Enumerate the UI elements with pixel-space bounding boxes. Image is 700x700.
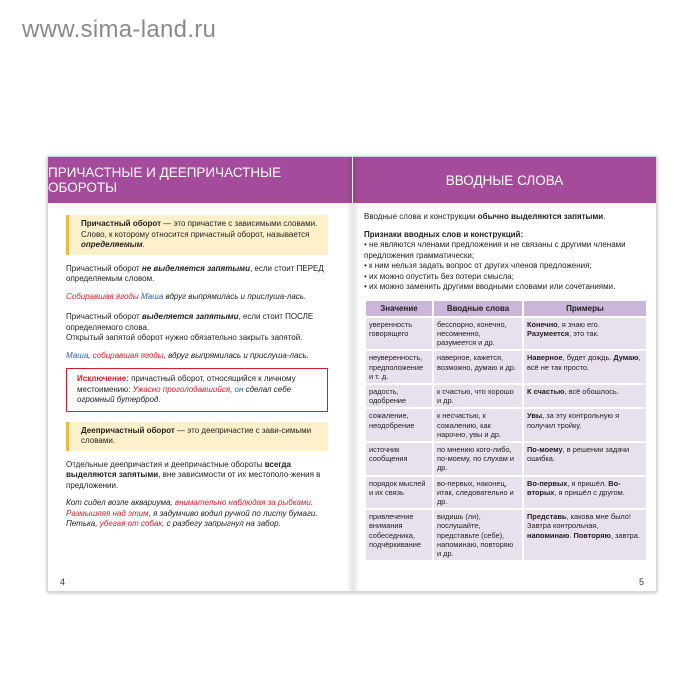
exception-d: он (234, 384, 244, 394)
examples-cell (524, 477, 646, 509)
words-cell: по мнению кого-либо, по-моему, по слухам и др. (434, 443, 522, 475)
page-number-left: 4 (60, 577, 66, 587)
ge3-c: , с разбегу запрыгнул на забор. (162, 519, 281, 528)
example-fragment (527, 320, 600, 329)
rule-after-d: Открытый запятой оборот нужно обязательно закрыть запятой. (66, 333, 303, 342)
meaning-cell: сожаление, неодобрение (366, 409, 432, 441)
ge3-b: убегая от собак (99, 519, 163, 528)
ge1-a: Кот сидел возле аквариума, (66, 498, 175, 507)
col-header-examples: Примеры (524, 301, 646, 316)
example-keyword: Увы (527, 411, 543, 421)
ex2-rest: , вдруг выпрямилась и прислуша-лась. (163, 350, 309, 360)
exception-box (66, 368, 328, 412)
table-header-row (366, 301, 646, 316)
example-keyword: Повторяю (573, 530, 611, 540)
col-header-meaning: Значение (366, 301, 432, 316)
book-spine (346, 157, 360, 591)
gerund-definition (66, 422, 328, 451)
table-row (366, 318, 646, 350)
rule-after-c: , если стоит ПОСЛЕ определяемого слова. (66, 312, 314, 332)
rule-after-a: Причастный оборот (66, 312, 142, 321)
example-fragment (527, 445, 629, 463)
ge1-c: . (310, 498, 314, 507)
example-text: , в решении задачи ошибка. (527, 444, 630, 464)
example-keyword: По-моему (527, 444, 563, 454)
ex1-phrase: Собиравшая ягоды (66, 291, 139, 301)
intro-text (364, 212, 648, 223)
examples-cell (524, 385, 646, 407)
ex1-subject: Маша (140, 291, 164, 301)
example-text: , всё не так просто. (527, 353, 641, 372)
exception-c: , (230, 384, 235, 394)
rule-before-b: не выделяется запятыми (141, 263, 250, 273)
ex2-comma: , (88, 350, 93, 360)
def-text: — это причастие с зависимыми словами. Слово, к которому относится причастный оборот, называется (81, 219, 318, 239)
def2-text: — это деепричастие с зави-симыми словами. (81, 425, 312, 445)
examples-cell (524, 409, 646, 441)
page-number-right: 5 (638, 577, 644, 587)
gerund-rule-b: всегда выделяются запятыми (66, 459, 291, 479)
example-keyword: К счастью (527, 386, 565, 396)
parenthetical-table (364, 299, 648, 563)
right-page (364, 207, 648, 562)
meaning-cell: порядок мыслей и их связь (366, 477, 432, 509)
example-text: , всё обошлось. (564, 386, 619, 396)
intro-c: . (603, 212, 606, 221)
example-fragment (527, 521, 598, 530)
example-fragment (527, 512, 631, 521)
table-row (366, 409, 646, 441)
words-cell: к счастью, что хорошо и др. (434, 385, 522, 407)
def-defined-word: определяемым (81, 240, 143, 249)
exception-a: причастный оборот, относящийся к личному местоимению: (77, 374, 296, 394)
example-keyword: Представь (527, 512, 567, 522)
example-text: , будет дождь. (562, 353, 612, 363)
ge2-c: , я задумчиво водил ручкой по листу бумаги. (148, 508, 318, 518)
def2-term: Деепричастный оборот (81, 425, 175, 435)
gerund-rule-a: Отдельные деепричастия и деепричастные обороты (66, 459, 265, 469)
example-fragment (573, 531, 639, 540)
words-cell: видишь (ли), послушайте, представьте (себе), напоминаю, повторяю и др. (434, 510, 522, 560)
signs-list (364, 240, 648, 293)
example-text: , завтра. (610, 530, 640, 540)
col-header-words: Вводные слова (434, 301, 522, 316)
ex2-phrase: собиравшая ягоды (92, 350, 164, 360)
site-watermark: www.sima-land.ru (22, 16, 217, 43)
example-fragment (527, 531, 571, 540)
table-row (366, 385, 646, 407)
words-cell: к несчастью, к сожалению, как нарочно, увы и др. (434, 409, 522, 441)
participle-definition (66, 215, 328, 255)
right-page-header: ВВОДНЫЕ СЛОВА (353, 157, 656, 203)
gerund-example (66, 498, 328, 509)
meaning-cell: неуверенность, предположение и т. д. (366, 351, 432, 383)
example-fragment (527, 387, 619, 396)
sign-item: • их можно заменить другими вводными словами или сочетаниями. (364, 282, 616, 291)
gerund-example (66, 509, 328, 520)
example-fragment (527, 479, 606, 488)
example-text: , я пришёл с другом. (554, 487, 625, 497)
gerund-example (66, 519, 328, 530)
example-text: , какова мне было! (566, 512, 631, 522)
table-row (366, 351, 646, 383)
example-keyword: напоминаю (527, 530, 570, 540)
meaning-cell: привлечение внимания собеседника, подчёркивание (366, 510, 432, 560)
example-2 (66, 351, 328, 362)
ge2-b: Размышляя над этим (66, 508, 149, 518)
sign-item: • к ним нельзя задать вопрос от других членов предложения; (364, 261, 592, 270)
sign-item: • их можно опустить без потери смысла; (364, 271, 514, 281)
example-fragment (527, 329, 599, 338)
rule-after-b: выделяется запятыми (141, 312, 239, 321)
gerund-rule (66, 460, 328, 492)
sign-item: • не являются членами предложения и не связаны с другими членами предложения грамматически; (364, 240, 626, 260)
examples-cell (524, 510, 646, 560)
rule-before-a: Причастный оборот (66, 263, 142, 273)
gerund-rule-c: , вне зависимости от их местополо-жения в предложении. (66, 470, 321, 490)
rule-before (66, 264, 328, 285)
examples-cell (524, 351, 646, 383)
table-row (366, 477, 646, 509)
example-text: Завтра контрольная, (527, 521, 599, 531)
signs-title: Признаки вводных слов и конструкций: (364, 229, 524, 239)
example-keyword: Разумеется (527, 328, 570, 338)
ge3-a: Петька, (66, 519, 100, 528)
book-spread (47, 156, 657, 592)
rule-after (66, 312, 328, 344)
exception-label: Исключение: (77, 374, 129, 383)
exception-e: сделал себе огромный бутерброд. (77, 384, 292, 404)
example-keyword: Во-первых (527, 478, 568, 488)
example-1 (66, 292, 328, 303)
table-row (366, 510, 646, 560)
ex2-subject: Маша (66, 350, 89, 360)
ge1-b: внимательно наблюдая за рыбками (174, 498, 311, 507)
meaning-cell: уверенность говорящего (366, 318, 432, 350)
rule-before-c: , если стоит ПЕРЕД определяемым словом. (66, 263, 324, 283)
left-page-header: ПРИЧАСТНЫЕ И ДЕЕПРИЧАСТНЫЕ ОБОРОТЫ (48, 157, 352, 203)
gerund-examples (66, 498, 328, 530)
meaning-cell: источник сообщения (366, 443, 432, 475)
intro-a: Вводные слова и конструкции (364, 212, 478, 221)
examples-cell (524, 318, 646, 350)
example-fragment (527, 353, 611, 362)
intro-b: обычно выделяются запятыми (477, 212, 604, 221)
table-row (366, 443, 646, 475)
example-text: , я знаю его. (557, 319, 600, 329)
example-keyword: Наверное (527, 353, 563, 363)
example-keyword: Думаю (613, 353, 639, 363)
exception-b: Ужасно проголодавшийся (132, 384, 231, 394)
def-end: . (142, 240, 145, 249)
example-keyword: Конечно (527, 319, 558, 329)
meaning-cell: радость, одобрение (366, 385, 432, 407)
table-body (366, 318, 646, 560)
example-text: , это так. (569, 328, 599, 338)
example-fragment (527, 411, 619, 429)
words-cell: наверное, кажется, возможно, думаю и др. (434, 351, 522, 383)
ex1-rest: вдруг выпрямилась и прислуша-лась. (163, 291, 307, 301)
examples-cell (524, 443, 646, 475)
left-page (66, 207, 328, 530)
example-keyword: Во-вторых (527, 478, 621, 497)
def-term: Причастный оборот (81, 219, 162, 228)
example-text: . (569, 530, 572, 540)
words-cell: бесспорно, конечно, несомненно, разумеется и др. (434, 318, 522, 350)
words-cell: во-первых, наконец, итак, следовательно и др. (434, 477, 522, 509)
example-text: , за эту контрольную я получил тройку. (527, 411, 620, 430)
example-text: , я пришёл. (567, 478, 607, 488)
